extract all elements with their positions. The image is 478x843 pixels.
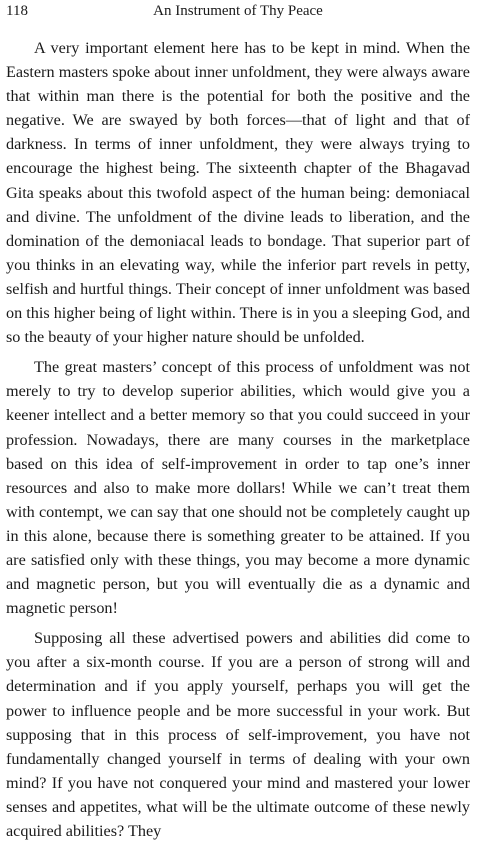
paragraph-great-masters-concept: The great masters’ concept of this process of unfoldment was not merely to try to develop superior abilities, which would give you a keener intellect and a better memory so that you could succeed in your profession. Nowadays, there are many courses in the marketplace based on this idea of self-improvement in order to tap one’s inner resources and also to make more dollars! While we can’t treat them with contempt, we can say that one should not be completely caught up in this alone, because there is something greater to be attained. If you are satisfied only with these things, you may become a more dynamic and magnetic person, but you will eventually die as a dynamic and magnetic person! [6,358,470,618]
paragraph-advertised-powers: Supposing all these advertised powers and abilities did come to you after a six-month course. If you are a person of strong will and determination and if you apply yourself, perhaps you will get the power to influence people and be more successful in your work. But supposing that in this process of self-improvement, you have not fundamentally changed yourself in terms of dealing with your own mind? If you have not conquered your mind and mastered your lower senses and appetites, what will be the ultimate outcome of these newly acquired abilities? They [6,629,470,840]
paragraph-inner-unfoldment: A very important element here has to be kept in mind. When the Eastern masters spoke about inner unfoldment, they were always aware that within man there is the potential for both the positive and the negative. We are swayed by both forces—that of light and that of darkness. In terms of inner unfoldment, they were always trying to encourage the highest being. The sixteenth chapter of the Bhagavad Gita speaks about this twofold aspect of the human being: demoniacal and divine. The unfoldment of the divine leads to liberation, and the domination of the demoniacal leads to bondage. That superior part of you thinks in an elevating way, while the inferior part revels in petty, selfish and hurtful things. Their concept of inner unfoldment was based on this higher being of light within. There is in you a sleeping God, and so the beauty of your higher nature should be unfolded. [6,39,470,347]
body-text [6,36,470,843]
running-title: An Instrument of Thy Peace [153,3,323,19]
page-number: 118 [6,3,28,19]
running-header [6,0,470,25]
